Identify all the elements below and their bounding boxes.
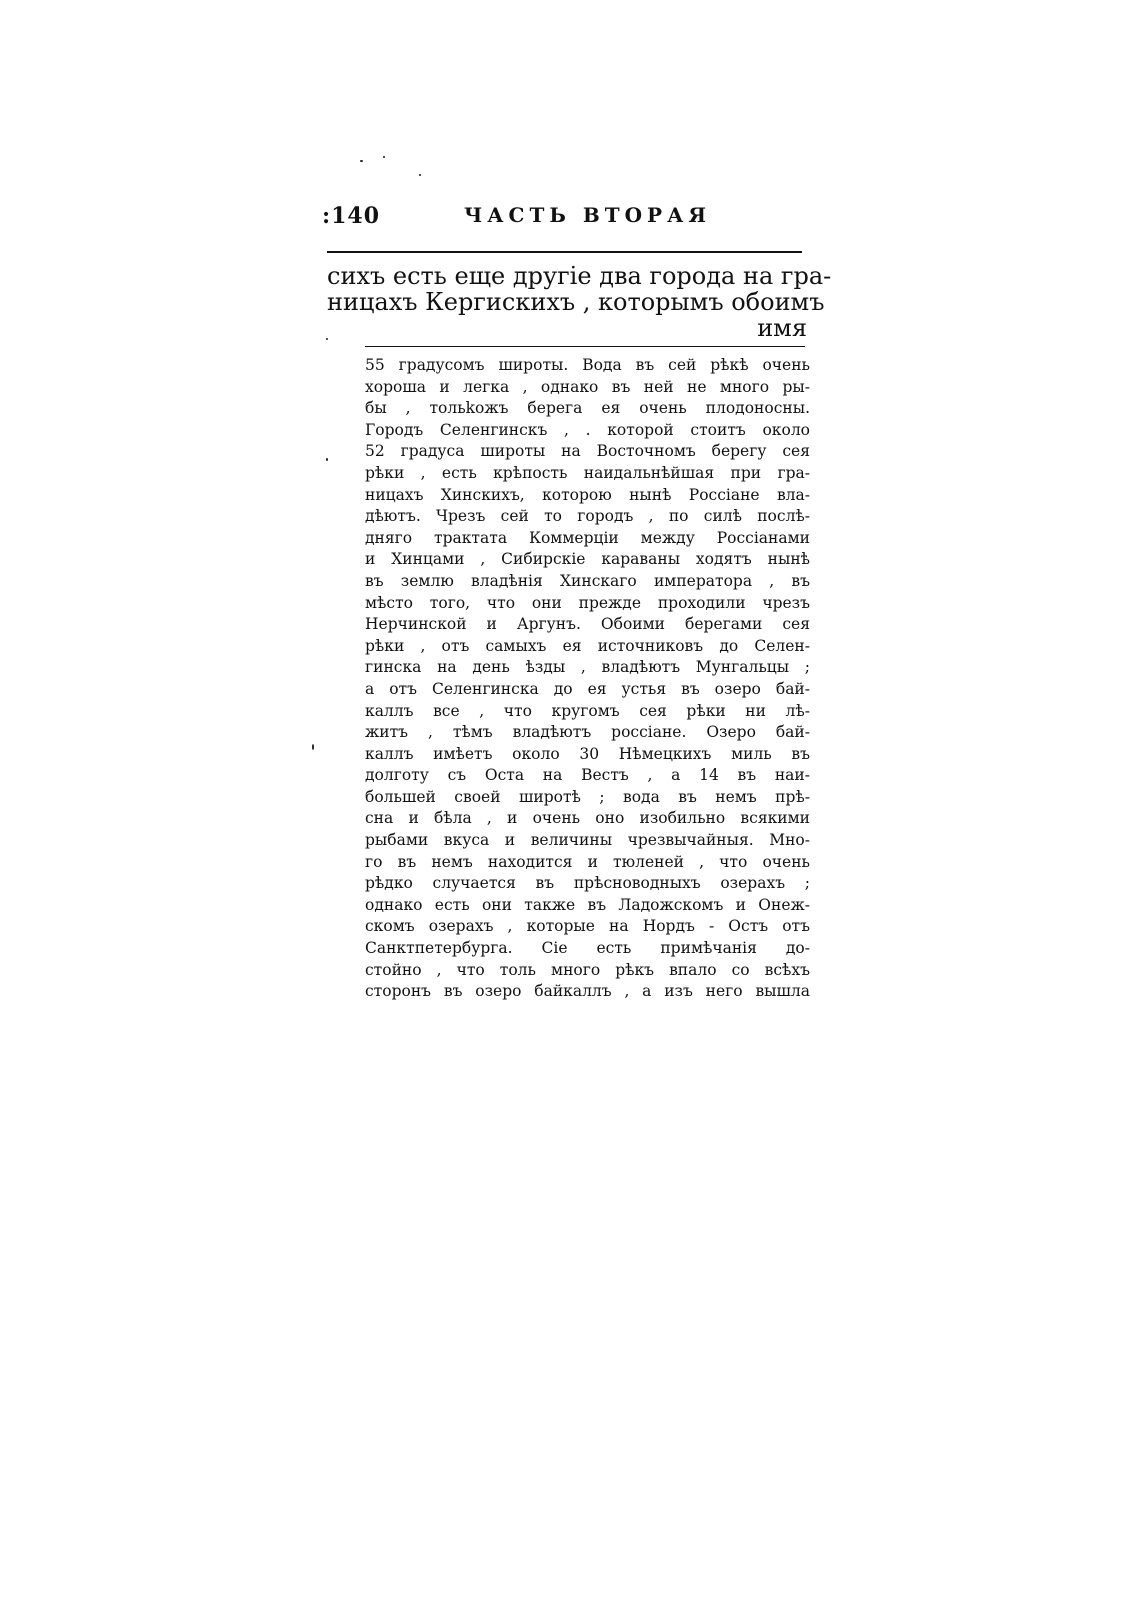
page-header [322,203,800,233]
header-rule [327,251,802,253]
footnote-line: Нерчинской и Аргунъ. Обоими берегами сея [365,615,810,634]
ink-speck [312,744,314,750]
footnote-line: дняго трактата Коммерціи между Россіанами [365,528,810,547]
footnote-line: каллъ все , что кругомъ сея рѣки ни лѣ- [365,701,810,720]
footnote-line: го въ немъ находится и тюленей , что очень [365,852,810,871]
main-text-line: сихъ есть еще другіе два города на гра- [327,262,832,290]
footnote-line: скомъ озерахъ , которые на Нордъ - Остъ отъ [365,917,810,936]
footnote-line: хороша и легка , однако въ ней не много ры- [365,377,810,396]
main-text-line: имя [757,314,807,342]
footnote-line: бы , тольkожъ берега ея очень плодоносны. [365,399,810,418]
footnote-line: сторонъ въ озеро байкаллъ , а изъ него вышла [365,982,810,1001]
main-text-line: ницахъ Кергискихъ , которымъ обоимъ [327,288,825,316]
ink-speck [360,160,363,162]
footnote-line: долготу съ Оста на Вестъ , а 14 въ наи- [365,766,810,785]
footnote-line: однако есть они также въ Ладожскомъ и Онеж- [365,895,810,914]
ink-speck [326,458,328,461]
footnote-line: 55 градусомъ широты. Вода въ сей рѣкѣ очень [365,356,810,374]
footnote [365,355,810,1003]
footnote-line: каллъ имѣетъ около 30 Нѣмецкихъ миль въ [365,744,810,763]
footnote-line: а отъ Селенгинска до ея устья въ озеро бай- [365,679,810,698]
footnote-line: и Хинцами , Сибирскіе караваны ходятъ нынѣ [365,550,810,569]
footnote-rule [365,346,805,347]
page-number: :140 [322,203,381,229]
footnote-line: дѣютъ. Чрезъ сей то городъ , по силѣ послѣ- [365,507,810,526]
footnote-line: Городъ Селенгинскъ , . которой стоитъ около [365,420,810,439]
footnote-line: въ землю владѣнія Хинскаго императора , въ [365,571,810,590]
footnote-line: житъ , тѣмъ владѣютъ россіане. Озеро бай- [365,723,810,742]
running-title: ЧАСТЬ ВТОРАЯ [464,203,711,227]
footnote-line: рѣки , отъ самыхъ ея источниковъ до Селен- [365,636,810,655]
ink-speck [419,174,421,176]
ink-speck [383,156,385,158]
footnote-line: рѣки , есть крѣпость наидальнѣйшая при гра- [365,463,810,482]
footnote-line: рѣдко случается въ прѣсноводныхъ озерахъ ; [365,874,810,893]
footnote-line: большей своей широтѣ ; вода въ немъ прѣ- [365,787,810,806]
footnote-line: Санктпетербурга. Сіе есть примѣчанія до- [365,939,810,958]
footnote-line: стойно , что толь много рѣкъ впало со всѣхъ [365,960,810,979]
footnote-line: гинска на день ѣзды , владѣютъ Мунгальцы ; [365,658,810,677]
footnote-line: мѣсто того, что они прежде проходили чрезъ [365,593,810,612]
footnote-line: рыбами вкуса и величины чрезвычайныя. Мно- [365,831,810,850]
main-text [327,262,832,342]
footnote-line: сна и бѣла , и очень оно изобильно всякими [365,809,810,828]
footnote-line: 52 градуса широты на Восточномъ берегу сея [365,442,810,461]
footnote-line: ницахъ Хинскихъ, которою нынѣ Россіане вла- [365,485,810,504]
